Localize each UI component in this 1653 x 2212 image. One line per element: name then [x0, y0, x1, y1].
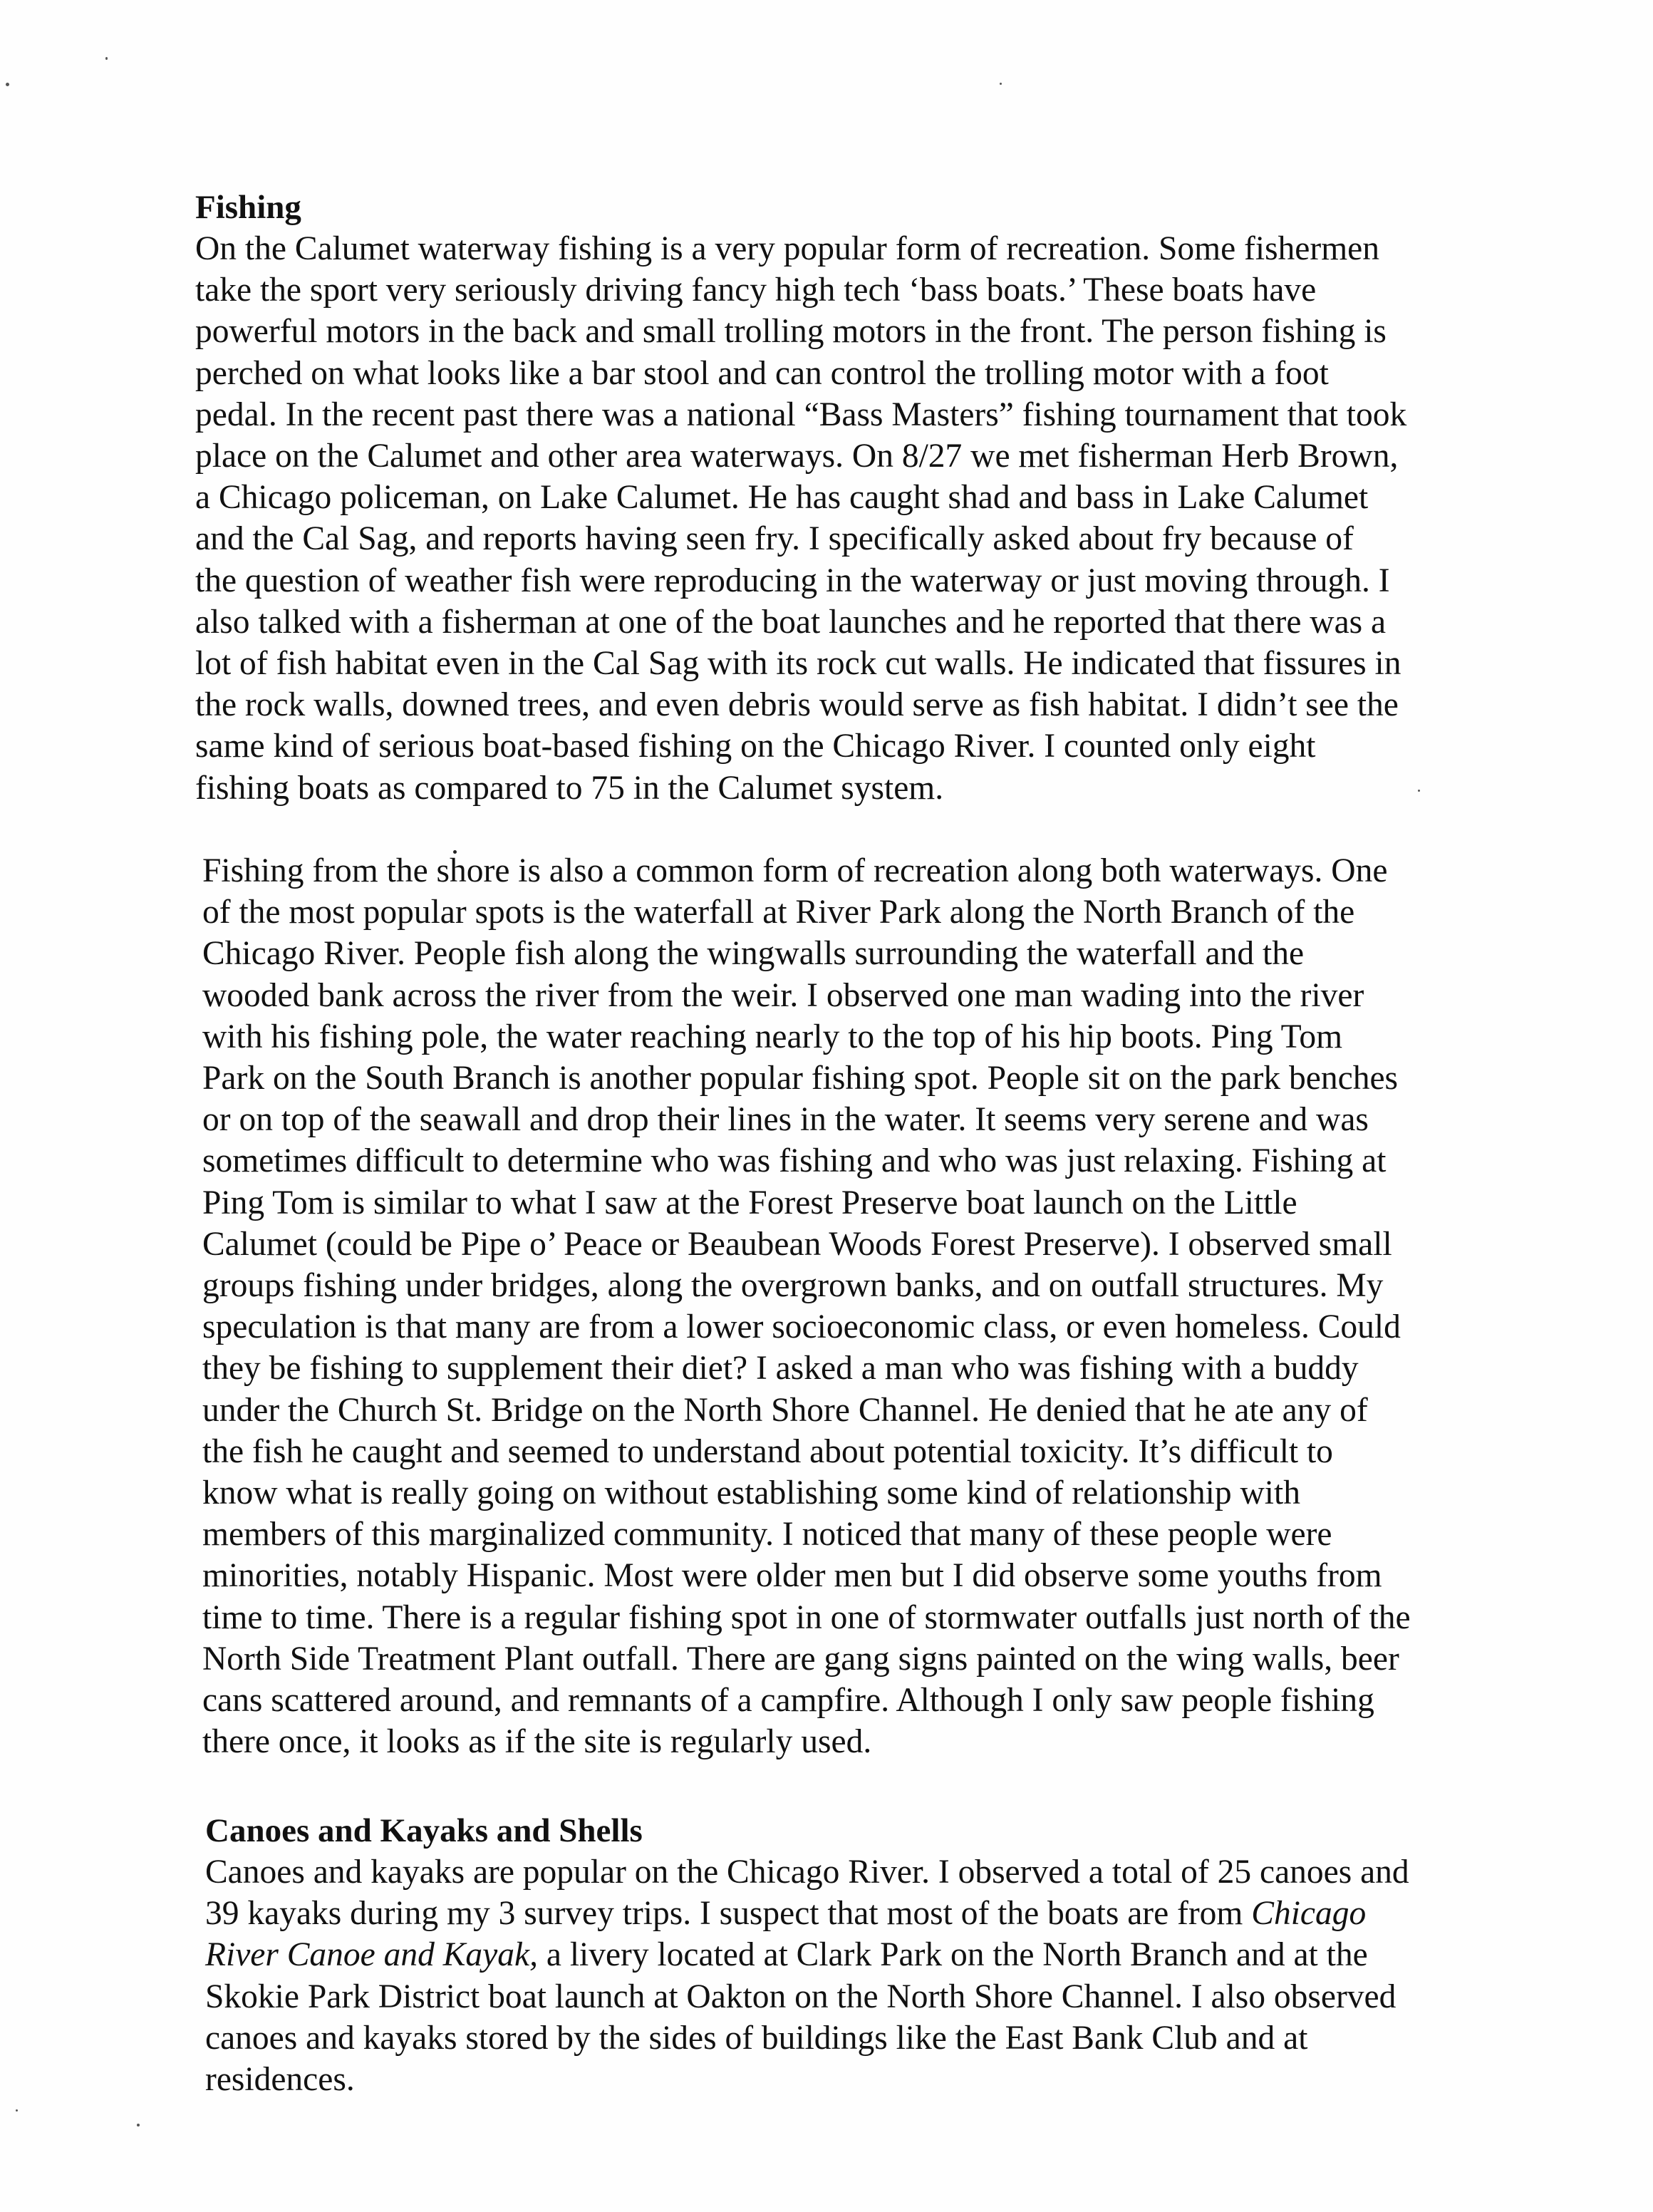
canoes-paragraph: [205, 1851, 1473, 2100]
scan-speck: [6, 83, 9, 86]
canoes-text-part1: Canoes and kayaks are popular on the Chicago River. I observed a total of 25 canoes and 39 kayaks during my 3 survey trips. I suspect that most of the boats are from: [205, 1854, 1409, 1933]
fishing-heading: Fishing: [195, 189, 301, 226]
fishing-paragraph-shore: Fishing from the shore is also a common form of recreation along both waterways. One of the most popular spots is the waterfall at River Park along the North Branch of the Chicago River. People fish along the wingwalls surrounding the waterfall and the wooded bank across the river from the weir. I observed one man wading into the river with his fishing pole, the water reaching nearly to the top of his hip boots. Ping Tom Park on the South Branch is another popular fishing spot. People sit on the park benches or on top of the seawall and drop their lines in the water. It seems very serene and was sometimes difficult to determine who was fishing and who was just relaxing. Fishing at Ping Tom is similar to what I saw at the Forest Preserve boat launch on the Little Calumet (could be Pipe o’ Peace or Beaubean Woods Forest Preserve). I observed small groups fishing under bridges, along the overgrown banks, and on outfall structures. My speculation is that many are from a lower socioeconomic class, or even homeless. Could they be fishing to supplement their diet? I asked a man who was fishing with a buddy under the Church St. Bridge on the North Shore Channel. He denied that he ate any of the fish he caught and seemed to understand about potential toxicity. It’s difficult to know what is really going on without establishing some kind of relationship with members of this marginalized community. I noticed that many of these people were minorities, notably Hispanic. Most were older men but I did observe some youths from time to time. There is a regular fishing spot in one of stormwater outfalls just north of the North Side Treatment Plant outfall. There are gang signs painted on the wing walls, beer cans scattered around, and remnants of a campfire. Although I only saw people fishing there once, it looks as if the site is regularly used.: [202, 852, 1411, 1761]
scan-speck: [105, 57, 108, 60]
fishing-section: [195, 187, 1463, 809]
canoes-heading: Canoes and Kayaks and Shells: [205, 1812, 643, 1849]
scan-speck: [137, 2124, 140, 2126]
fishing-shore-section: [202, 850, 1471, 1762]
fishing-paragraph-boats: On the Calumet waterway fishing is a very popular form of recreation. Some fishermen take the sport very seriously driving fancy high tech ‘bass boats.’ These boats have powerful motors in the back and small trolling motors in the front. The person fishing is perched on what looks like a bar stool and can control the trolling motor with a foot pedal. In the recent past there was a national “Bass Masters” fishing tournament that took place on the Calumet and other area waterways. On 8/27 we met fisherman Herb Brown, a Chicago policeman, on Lake Calumet. He has caught shad and bass in Lake Calumet and the Cal Sag, and reports having seen fry. I specifically asked about fry because of the question of weather fish were reproducing in the waterway or just moving through. I also talked with a fisherman at one of the boat launches and he reported that there was a lot of fish habitat even in the Cal Sag with its rock cut walls. He indicated that fissures in the rock walls, downed trees, and even debris would serve as fish habitat. I didn’t see the same kind of serious boat-based fishing on the Chicago River. I counted only eight fishing boats as compared to 75 in the Calumet system.: [195, 230, 1407, 807]
livery-name: Chicago River Canoe and Kayak,: [205, 1895, 1367, 1974]
scan-speck: [16, 2109, 18, 2112]
canoes-section: [205, 1810, 1473, 2100]
canoes-text-part2: a livery located at Clark Park on the North Branch and at the Skokie Park District boat launch at Oakton on the North Shore Channel. I also observed canoes and kayaks stored by the sides of buildings like the East Bank Club and at residences.: [205, 1936, 1396, 2099]
scan-speck: [1000, 83, 1002, 85]
